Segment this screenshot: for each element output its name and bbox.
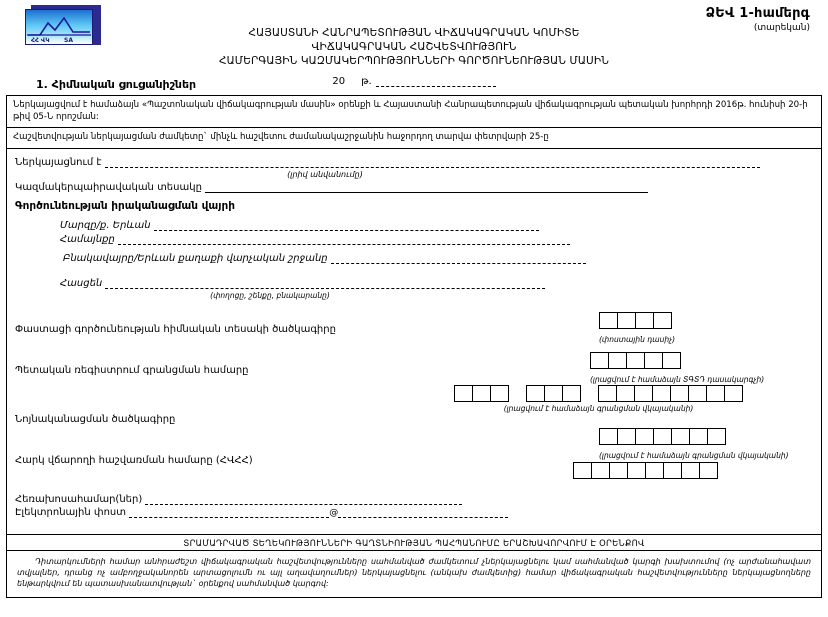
state-registration-boxes-part2[interactable] [526,385,581,402]
community-input[interactable] [118,236,570,245]
legal-form-label: Կազմակերպաիրավական տեսակը [15,181,202,193]
marz-label: Մարզը/ք. Երևան [60,219,151,231]
row-submitted-by [15,157,813,168]
registration-box[interactable] [544,385,563,402]
identification-box[interactable] [635,428,654,445]
row-community [60,234,813,245]
registration-box[interactable] [616,385,635,402]
settlement-input[interactable] [331,255,586,264]
registration-box[interactable] [490,385,509,402]
identification-box[interactable] [689,428,708,445]
logo-label-right: SA [64,37,73,44]
registration-box[interactable] [562,385,581,402]
document-titles [0,0,828,68]
address-caption: (փողոցը, շենքը, բնակարանը) [210,290,330,300]
registration-box[interactable] [724,385,743,402]
identification-code-caption: (լրացվում է համաձայն գրանցման վկայականի) [599,450,789,460]
identification-box[interactable] [653,428,672,445]
registration-box[interactable] [688,385,707,402]
address-input[interactable] [105,280,545,289]
taxpayer-number-label: Հարկ վճարողի հաշվառման համարը (ՀՎՀՀ) [15,454,253,466]
registration-box[interactable] [706,385,725,402]
identification-box[interactable] [707,428,726,445]
submitted-by-label: Ներկայացնում է [15,156,102,168]
community-label: Համայնքը [60,233,115,245]
registration-box[interactable] [472,385,491,402]
identification-code-boxes[interactable] [599,428,726,445]
postal-code-caption: (փոստային դասիչ) [599,334,676,344]
submitted-by-input[interactable] [105,159,760,168]
identification-box[interactable] [617,428,636,445]
form-code-block [706,6,810,33]
marz-input[interactable] [154,222,539,231]
address-label: Հասցեն [60,277,103,289]
form-periodicity: (տարեկան) [753,23,810,33]
registration-box[interactable] [634,385,653,402]
title-line-2: ՎԻՃԱԿԱԳՐԱԿԱՆ ՀԱՇՎԵՏՎՈՒԹՅՈՒՆ [311,41,517,53]
row-main-activity-code [15,324,813,335]
main-activity-code-label: Փաստացի գործունեության հիմնական տեսակի ծածկագիրը [15,323,336,335]
email-input-domain[interactable] [338,509,508,518]
phone-label: Հեռախոսահամար(ներ) [15,493,143,505]
email-label: Էլեկտրոնային փոստ [15,506,127,518]
logo-face [25,9,93,45]
settlement-label: Բնակավայրը/Երևան քաղաքի վարչական շրջանը [63,252,328,264]
taxpayer-box[interactable] [573,462,592,479]
taxpayer-number-boxes[interactable] [573,462,718,479]
registration-box[interactable] [670,385,689,402]
identification-box[interactable] [671,428,690,445]
row-address [60,278,813,289]
legal-form-input[interactable] [205,184,648,193]
row-marz [60,220,813,231]
penalty-notice [7,550,821,597]
identification-box[interactable] [599,428,618,445]
registration-box[interactable] [526,385,545,402]
reporting-year-line [0,76,828,92]
state-registration-group [454,385,743,413]
row-email [15,507,813,518]
taxpayer-box[interactable] [645,462,664,479]
statistical-committee-logo [25,5,101,47]
submitted-by-caption: (լրիվ անվանումը) [287,169,363,179]
title-line-1: ՀԱՅԱՍՏԱՆԻ ՀԱՆՐԱՊԵՏՈՒԹՅԱՆ ՎԻՃԱԿԱԳՐԱԿԱՆ ԿՈՄԻՏԵ [248,27,580,39]
state-registration-boxes-part1[interactable] [454,385,509,402]
deadline-band: Հաշվետվության ներկայացման ժամկետը` մինչև հաշվետու ժամանակաշրջանին հաջորդող տարվա փետրվարի 25-ը [7,128,821,149]
row-state-registration [15,365,813,376]
activity-address-header: Գործունեության իրականացման վայրի [15,199,235,212]
taxpayer-number-group [573,462,718,483]
year-input-line[interactable] [376,77,496,87]
taxpayer-box[interactable] [681,462,700,479]
row-settlement [63,253,813,264]
registration-box[interactable] [598,385,617,402]
row-legal-form [15,182,813,193]
form-body [7,149,821,534]
title-line-3: ՀԱՄԵՐԳԱՅԻՆ ԿԱԶՄԱԿԵՐՊՈՒԹՅՈՒՆՆԵՐԻ ԳՈՐԾՈՒՆԵՈՒԹՅԱՆ ՄԱՍԻՆ [219,55,609,67]
row-phone [15,494,813,505]
taxpayer-box[interactable] [627,462,646,479]
registration-box[interactable] [454,385,473,402]
state-registration-label: Պետական ռեգիստրում գրանցման համարը [15,364,249,376]
taxpayer-box[interactable] [663,462,682,479]
section-title: 1. Հիմնական ցուցանիշներ [36,78,197,91]
main-activity-code-caption: (լրացվում է համաձայն ՏԳՏԴ դասակարգչի) [590,374,765,384]
form-sheet [6,95,822,598]
identification-code-label: Նոյնականացման ծածկագիրը [15,413,176,425]
state-registration-boxes-part3[interactable] [598,385,743,402]
legal-basis-band: Ներկայացվում է համաձայն «Պաշտոնական վիճակագրության մասին» օրենքի և Հայաստանի Հանրապետության վիճակագրության պետական խորհրդի 2016թ. հունիսի 20-ի թիվ 05-Ն որոշման: [7,96,821,128]
at-symbol: @ [329,507,339,518]
taxpayer-box[interactable] [591,462,610,479]
row-activity-address-header [15,200,813,212]
year-prefix: 20 [332,76,346,87]
state-registration-caption: (լրացվում է համաձայն գրանցման վկայականի) [503,403,694,413]
phone-input[interactable] [145,496,462,505]
taxpayer-box[interactable] [609,462,628,479]
confidentiality-warning: ՏՐԱՄԱԴՐՎԱԾ ՏԵՂԵԿՈՒԹՅՈՒՆՆԵՐԻ ԳԱՂՏՆԻՈՒԹՅԱՆ ՊԱՀՊԱՆՈՒՄԸ ԵՐԱՇԽԱՎՈՐՎՈՒՄ Է ՕՐԵՆՔՈՎ [7,534,821,550]
year-suffix: թ. [361,76,372,87]
form-code: ՁԵՎ 1-համերգ [705,6,810,21]
penalty-notice-text: Դիտարկումների համար անհրաժեշտ վիճակագրական հաշվետվությունները սահմանված ժամկետում չներկայացնելու կամ սահմանված կարգի խախտումով (ոչ արժանահավատ տվյալներ, դրանց ոչ ամբողջականորեն արտացոլումն ու այլ աղավաղումներ) ներկայացնելու (անկախ ժամկետից) համար վիճակագրական հաշվետվությունները ներկայացնողները ենթարկվում են պատասխանատվության` օրենքով սահմանված կարգով: [17,556,811,588]
row-identification-code [15,414,813,425]
email-input-local[interactable] [129,509,329,518]
registration-box[interactable] [652,385,671,402]
taxpayer-box[interactable] [699,462,718,479]
logo-label-left: ՀՀ ՎԿ [31,37,50,44]
